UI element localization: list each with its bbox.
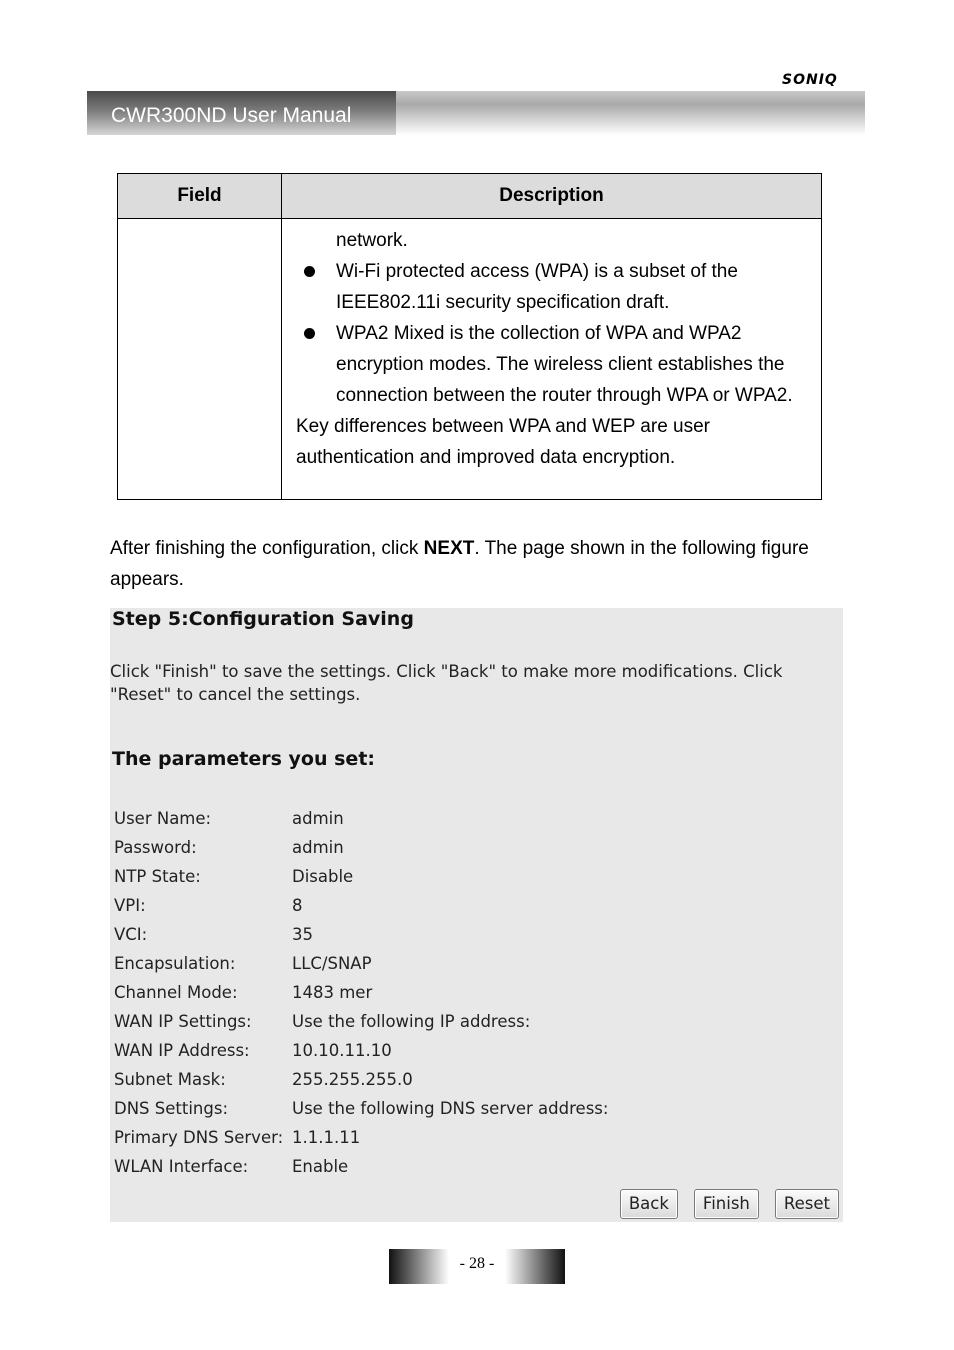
param-value: 255.255.255.0 — [292, 1070, 413, 1089]
param-row — [114, 838, 608, 867]
step-title: Step 5:Configuration Saving — [112, 608, 414, 630]
table-row — [118, 219, 822, 500]
table-header-row — [118, 174, 822, 219]
param-value: admin — [292, 809, 344, 828]
param-key: Channel Mode: — [114, 983, 238, 1002]
field-column-header: Field — [118, 174, 282, 219]
closing-text: Key differences between WPA and WEP are user authentication and improved data encryption. — [296, 416, 711, 468]
params-list — [114, 809, 608, 1186]
param-value: 1483 mer — [292, 983, 373, 1002]
next-keyword: NEXT — [423, 538, 475, 559]
param-value: 35 — [292, 925, 313, 944]
param-key: VPI: — [114, 896, 146, 915]
param-key: Subnet Mask: — [114, 1070, 226, 1089]
param-key: WAN IP Settings: — [114, 1012, 252, 1031]
back-button[interactable]: Back — [620, 1189, 678, 1219]
reset-button[interactable]: Reset — [775, 1189, 839, 1219]
bullet-item — [296, 318, 811, 411]
param-key: User Name: — [114, 809, 212, 828]
desc-line: network. — [336, 230, 408, 251]
param-row — [114, 954, 608, 983]
description-cell — [282, 219, 822, 500]
param-row — [114, 1157, 608, 1186]
param-value: Use the following DNS server address: — [292, 1099, 609, 1118]
footer-gradient-left — [389, 1249, 449, 1284]
param-key: NTP State: — [114, 867, 201, 886]
param-row — [114, 1070, 608, 1099]
step-instructions: Click "Finish" to save the settings. Click "Back" to make more modifications. Click "Reset" to cancel the settings. — [110, 662, 783, 704]
bullet-item — [296, 256, 811, 318]
param-row — [114, 1099, 608, 1128]
param-value: 1.1.1.11 — [292, 1128, 361, 1147]
button-row — [620, 1189, 839, 1219]
finish-button[interactable]: Finish — [694, 1189, 759, 1219]
param-value: LLC/SNAP — [292, 954, 372, 973]
param-key: WAN IP Address: — [114, 1041, 250, 1060]
para-text-after: . The page shown in the following figure appears. — [110, 538, 809, 590]
field-description-table — [117, 173, 822, 500]
param-key: DNS Settings: — [114, 1099, 229, 1118]
config-saving-screenshot — [110, 608, 843, 1222]
param-row — [114, 1012, 608, 1041]
params-title: The parameters you set: — [112, 748, 376, 770]
param-row — [114, 983, 608, 1012]
page-number: - 28 - — [459, 1255, 495, 1272]
brand-logo: SONIQ — [782, 72, 838, 88]
bullet-text: WPA2 Mixed is the collection of WPA and WPA2 encryption modes. The wireless client establishes the connection between the router through WPA or WPA2. — [336, 323, 793, 406]
bullet-text: Wi-Fi protected access (WPA) is a subset of the IEEE802.11i security specification draft. — [336, 261, 738, 313]
manual-title: CWR300ND User Manual — [111, 104, 352, 127]
bullet-icon — [304, 266, 315, 277]
instruction-paragraph — [110, 533, 870, 595]
param-value: Use the following IP address: — [292, 1012, 531, 1031]
param-key: Encapsulation: — [114, 954, 236, 973]
param-row — [114, 925, 608, 954]
field-cell — [118, 219, 282, 500]
param-value: 10.10.11.10 — [292, 1041, 392, 1060]
param-value: Enable — [292, 1157, 349, 1176]
param-value: Disable — [292, 867, 354, 886]
footer-gradient-right — [505, 1249, 565, 1284]
para-text-before: After finishing the configuration, click — [110, 538, 424, 559]
param-key: Password: — [114, 838, 197, 857]
param-value: admin — [292, 838, 344, 857]
param-row — [114, 867, 608, 896]
param-value: 8 — [292, 896, 303, 915]
param-key: VCI: — [114, 925, 148, 944]
param-row — [114, 809, 608, 838]
param-key: WLAN Interface: — [114, 1157, 249, 1176]
param-row — [114, 896, 608, 925]
param-key: Primary DNS Server: — [114, 1128, 284, 1147]
description-column-header: Description — [282, 174, 822, 219]
param-row — [114, 1041, 608, 1070]
param-row — [114, 1128, 608, 1157]
bullet-icon — [304, 328, 315, 339]
